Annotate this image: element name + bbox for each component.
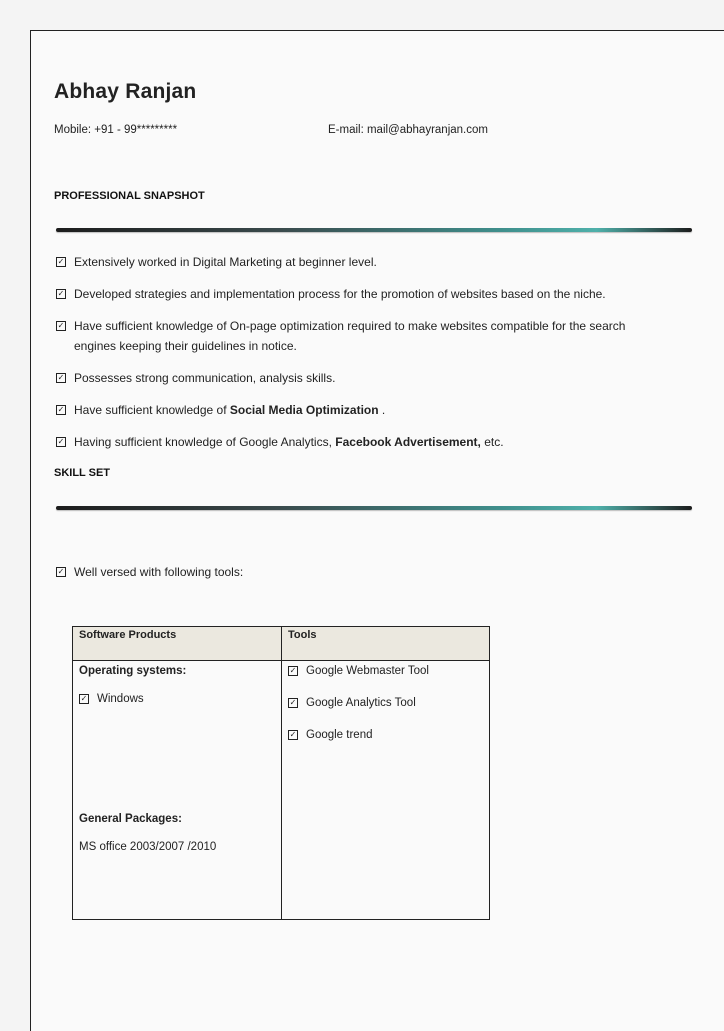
checkbox-icon: ✓: [57, 288, 65, 298]
snapshot-item-suffix: etc.: [480, 434, 504, 449]
section-divider: [56, 506, 692, 510]
tools-cell: [282, 661, 490, 920]
table-row: [73, 661, 490, 920]
checkbox-icon: ✓: [57, 372, 65, 382]
checkbox-icon: ✓: [289, 665, 297, 675]
skills-intro: [56, 561, 676, 582]
snapshot-item-bold: Facebook Advertisement,: [335, 434, 481, 449]
tool-item-text: Google trend: [306, 729, 373, 741]
snapshot-item-bold: Social Media Optimization: [229, 402, 379, 417]
os-item-text: Windows: [97, 693, 144, 705]
software-cell: [73, 661, 282, 920]
tool-item-text: Google Webmaster Tool: [306, 665, 429, 677]
snapshot-item-text: Possesses strong communication, analysis skills.: [74, 370, 336, 385]
tool-item-text: Google Analytics Tool: [306, 697, 416, 709]
snapshot-item: [56, 283, 676, 304]
snapshot-item-text: Have sufficient knowledge of: [74, 402, 230, 417]
candidate-name: Abhay Ranjan: [54, 80, 197, 103]
checkbox-icon: ✓: [57, 256, 65, 266]
os-title: Operating systems:: [79, 665, 187, 677]
table-header-row: [73, 627, 490, 661]
tool-item: [288, 727, 483, 743]
checkbox-icon: ✓: [57, 320, 65, 330]
snapshot-item-text: Having sufficient knowledge of Google Analytics,: [74, 434, 336, 449]
os-item: [79, 691, 275, 707]
snapshot-item-continuation: engines keeping their guidelines in notice.: [74, 338, 297, 353]
tools-table: [72, 626, 490, 920]
section-divider: [56, 228, 692, 232]
checkbox-icon: ✓: [289, 729, 297, 739]
snapshot-item: [56, 399, 676, 420]
snapshot-item: [56, 367, 676, 388]
skill-set-heading: SKILL SET: [54, 467, 111, 479]
checkbox-icon: ✓: [80, 693, 88, 703]
checkbox-icon: ✓: [289, 697, 297, 707]
snapshot-item: [56, 251, 676, 272]
snapshot-item: [56, 315, 676, 356]
snapshot-item: [56, 431, 676, 452]
packages-item: MS office 2003/2007 /2010: [79, 841, 217, 853]
checkbox-icon: ✓: [57, 566, 65, 576]
snapshot-item-text: Have sufficient knowledge of On-page optimization required to make websites compatible for the search: [74, 318, 626, 333]
checkbox-icon: ✓: [57, 436, 65, 446]
snapshot-item-text: Developed strategies and implementation process for the promotion of websites based on the niche.: [74, 286, 606, 301]
tool-item: [288, 695, 483, 711]
snapshot-item-text: Extensively worked in Digital Marketing at beginner level.: [74, 254, 377, 269]
email-address: E-mail: mail@abhayranjan.com: [328, 124, 488, 136]
snapshot-item-suffix: .: [378, 402, 386, 417]
skills-intro-text: Well versed with following tools:: [74, 564, 244, 579]
tool-item: [288, 663, 483, 679]
mobile-number: Mobile: +91 - 99*********: [54, 124, 178, 136]
professional-snapshot-heading: PROFESSIONAL SNAPSHOT: [54, 190, 205, 202]
column-header-software: Software Products: [73, 627, 282, 661]
packages-title: General Packages:: [79, 813, 182, 825]
column-header-tools: Tools: [282, 627, 490, 661]
checkbox-icon: ✓: [57, 404, 65, 414]
